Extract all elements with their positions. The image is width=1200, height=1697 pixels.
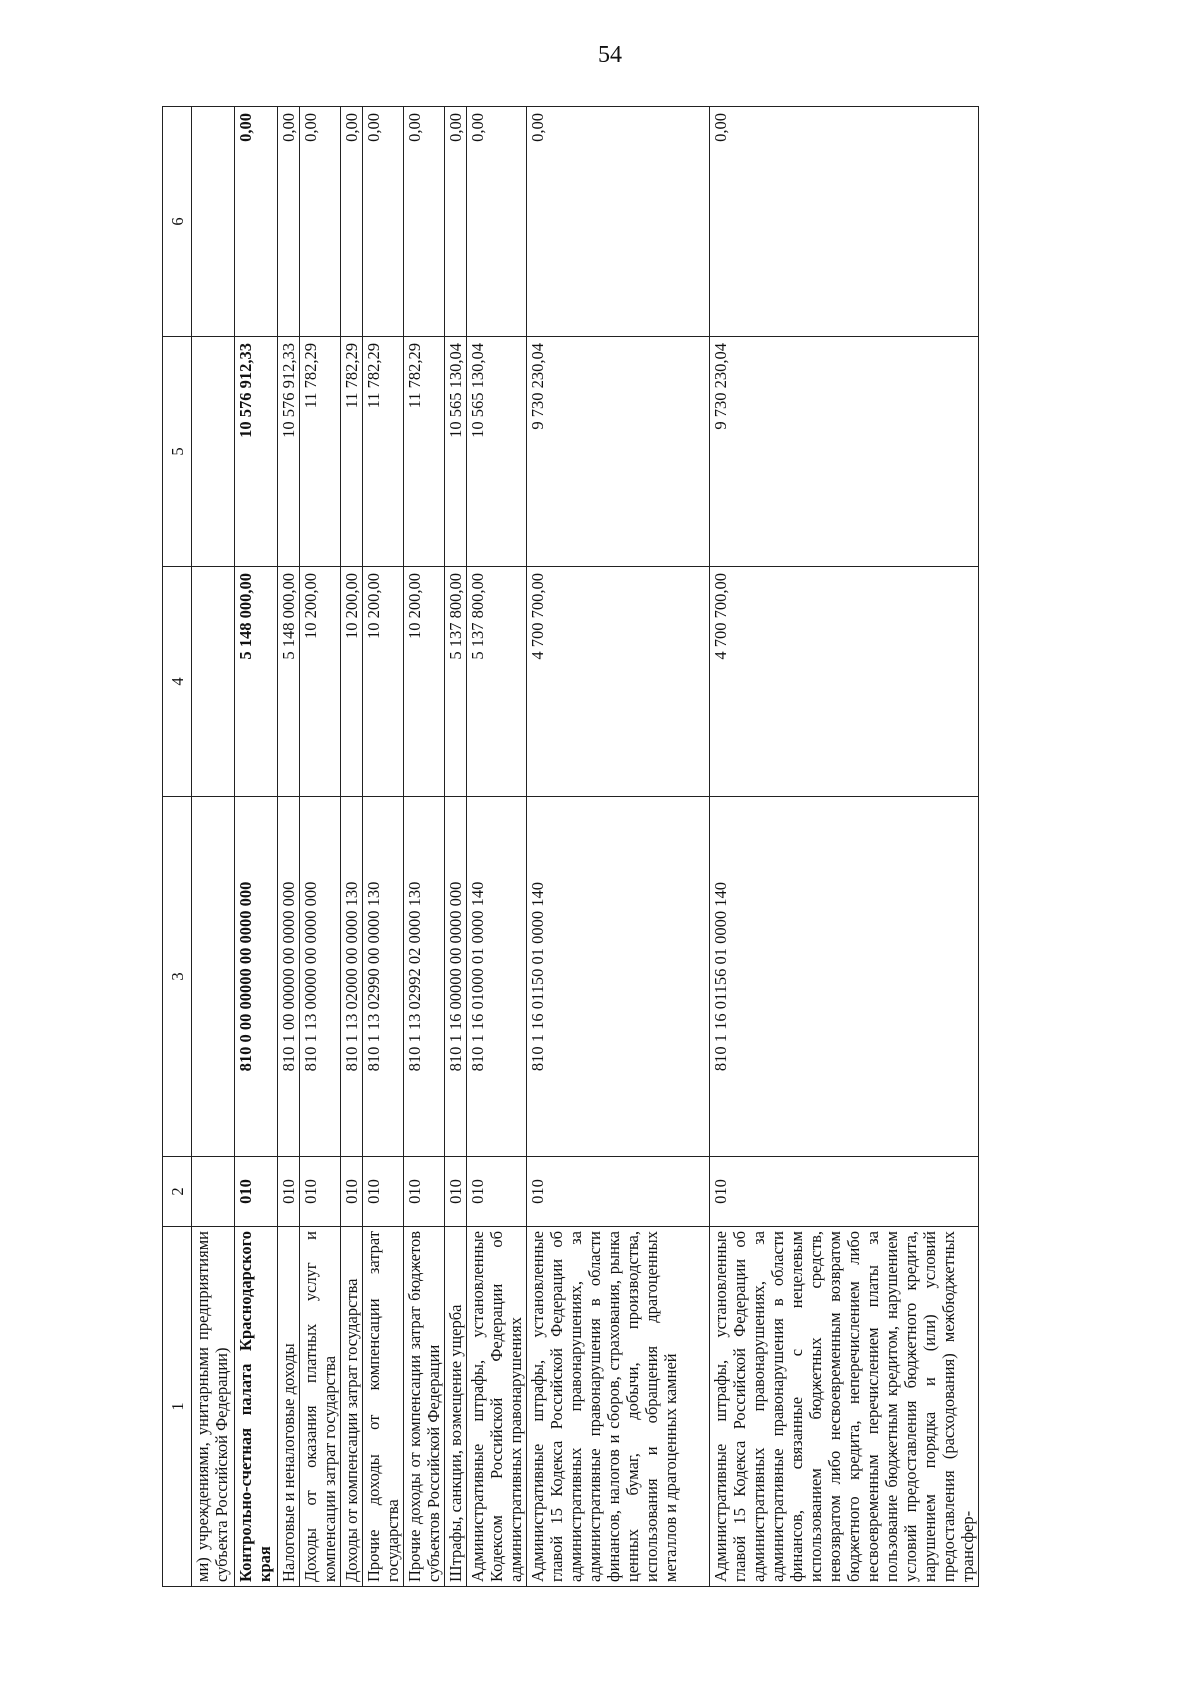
row-code3: 810 1 16 01150 01 0000 140 — [527, 797, 710, 1157]
header-col-6: 6 — [163, 107, 192, 337]
row-name: Доходы от компенсации затрат государства — [341, 1227, 363, 1587]
header-row — [163, 107, 192, 1587]
row-value-4: 4 700 700,00 — [710, 567, 979, 797]
row-code3: 810 1 16 01000 01 0000 140 — [467, 797, 527, 1157]
row-value-5 — [192, 337, 235, 567]
row-code3: 810 1 00 00000 00 0000 000 — [278, 797, 300, 1157]
row-value-6: 0,00 — [300, 107, 341, 337]
row-value-5: 9 730 230,04 — [527, 337, 710, 567]
row-value-5: 10 565 130,04 — [467, 337, 527, 567]
row-code2: 010 — [341, 1157, 363, 1227]
row-value-6: 0,00 — [710, 107, 979, 337]
row-name: Административные штрафы, установленные главой 15 Кодекса Российской Федерации об административных правонарушениях, за административные правонарушения в области финансов, связанные с нецелевым использованием бюджетных средств, невозвратом либо несвоевременным возвратом бюджетного кредита, неперечислением либо несвоевременным перечислением платы за пользование бюджетным кредитом, нарушением условий предоставления бюджетного кредита, нарушением порядка и (или) условий предоставления (расходования) межбюджетных трансфер- — [710, 1227, 979, 1587]
row-value-6: 0,00 — [445, 107, 467, 337]
row-value-5: 9 730 230,04 — [710, 337, 979, 567]
row-name: Налоговые и неналоговые доходы — [278, 1227, 300, 1587]
row-code2: 010 — [278, 1157, 300, 1227]
row-value-6: 0,00 — [527, 107, 710, 337]
row-value-4: 5 148 000,00 — [235, 567, 278, 797]
table-row — [192, 107, 235, 1587]
row-value-4: 5 137 800,00 — [467, 567, 527, 797]
header-col-2: 2 — [163, 1157, 192, 1227]
row-value-6: 0,00 — [235, 107, 278, 337]
table-row-total — [235, 107, 278, 1587]
table-row — [404, 107, 445, 1587]
row-code2: 010 — [710, 1157, 979, 1227]
table-row — [363, 107, 404, 1587]
header-col-1: 1 — [163, 1227, 192, 1587]
row-name: Прочие доходы от компенсации затрат государства — [363, 1227, 404, 1587]
row-value-4: 5 148 000,00 — [278, 567, 300, 797]
row-code2 — [192, 1157, 235, 1227]
row-name: Прочие доходы от компенсации затрат бюджетов субъектов Российской Федерации — [404, 1227, 445, 1587]
row-value-6: 0,00 — [278, 107, 300, 337]
row-name: Контрольно-счетная палата Краснодарского края — [235, 1227, 278, 1587]
row-code3: 810 1 16 01156 01 0000 140 — [710, 797, 979, 1157]
header-col-5: 5 — [163, 337, 192, 567]
row-value-5: 11 782,29 — [404, 337, 445, 567]
row-value-5: 11 782,29 — [341, 337, 363, 567]
row-code3: 810 1 16 00000 00 0000 000 — [445, 797, 467, 1157]
row-name: Штрафы, санкции, возмещение ущерба — [445, 1227, 467, 1587]
table-row — [710, 107, 979, 1587]
row-value-6 — [192, 107, 235, 337]
row-value-5: 10 576 912,33 — [278, 337, 300, 567]
header-col-4: 4 — [163, 567, 192, 797]
row-value-4 — [192, 567, 235, 797]
row-name: ми) учреждениями, унитарными предприятиями субъекта Российской Федерации) — [192, 1227, 235, 1587]
row-code2: 010 — [300, 1157, 341, 1227]
row-value-6: 0,00 — [467, 107, 527, 337]
table-row — [527, 107, 710, 1587]
row-value-4: 4 700 700,00 — [527, 567, 710, 797]
row-code3: 810 1 13 02000 00 0000 130 — [341, 797, 363, 1157]
row-value-5: 10 565 130,04 — [445, 337, 467, 567]
table-row — [278, 107, 300, 1587]
header-col-3: 3 — [163, 797, 192, 1157]
table-row — [300, 107, 341, 1587]
revenue-table — [162, 106, 979, 1587]
row-name: Административные штрафы, установленные Кодексом Российской Федерации об административных правонарушениях — [467, 1227, 527, 1587]
row-value-4: 10 200,00 — [363, 567, 404, 797]
row-value-4: 5 137 800,00 — [445, 567, 467, 797]
row-value-6: 0,00 — [341, 107, 363, 337]
row-code2: 010 — [445, 1157, 467, 1227]
table-row — [341, 107, 363, 1587]
row-name: Административные штрафы, установленные главой 15 Кодекса Российской Федерации об административных правонарушениях, за административные правонарушения в области финансов, налогов и сборов, страхования, рынка ценных бумаг, добычи, производства, использования и обращения драгоценных металлов и драгоценных камней — [527, 1227, 710, 1587]
table-row — [445, 107, 467, 1587]
row-code2: 010 — [235, 1157, 278, 1227]
row-value-5: 10 576 912,33 — [235, 337, 278, 567]
page-number: 54 — [598, 42, 622, 68]
row-code2: 010 — [467, 1157, 527, 1227]
rotated-table-container — [162, 107, 1022, 1587]
row-value-6: 0,00 — [404, 107, 445, 337]
row-value-5: 11 782,29 — [300, 337, 341, 567]
row-code3 — [192, 797, 235, 1157]
row-name: Доходы от оказания платных услуг и компенсации затрат государства — [300, 1227, 341, 1587]
row-code3: 810 1 13 02992 02 0000 130 — [404, 797, 445, 1157]
row-value-6: 0,00 — [363, 107, 404, 337]
row-code3: 810 1 13 00000 00 0000 000 — [300, 797, 341, 1157]
row-value-4: 10 200,00 — [300, 567, 341, 797]
row-code3: 810 0 00 00000 00 0000 000 — [235, 797, 278, 1157]
row-value-4: 10 200,00 — [404, 567, 445, 797]
row-code2: 010 — [363, 1157, 404, 1227]
table-row — [467, 107, 527, 1587]
row-value-4: 10 200,00 — [341, 567, 363, 797]
row-code3: 810 1 13 02990 00 0000 130 — [363, 797, 404, 1157]
row-code2: 010 — [527, 1157, 710, 1227]
row-code2: 010 — [404, 1157, 445, 1227]
row-value-5: 11 782,29 — [363, 337, 404, 567]
